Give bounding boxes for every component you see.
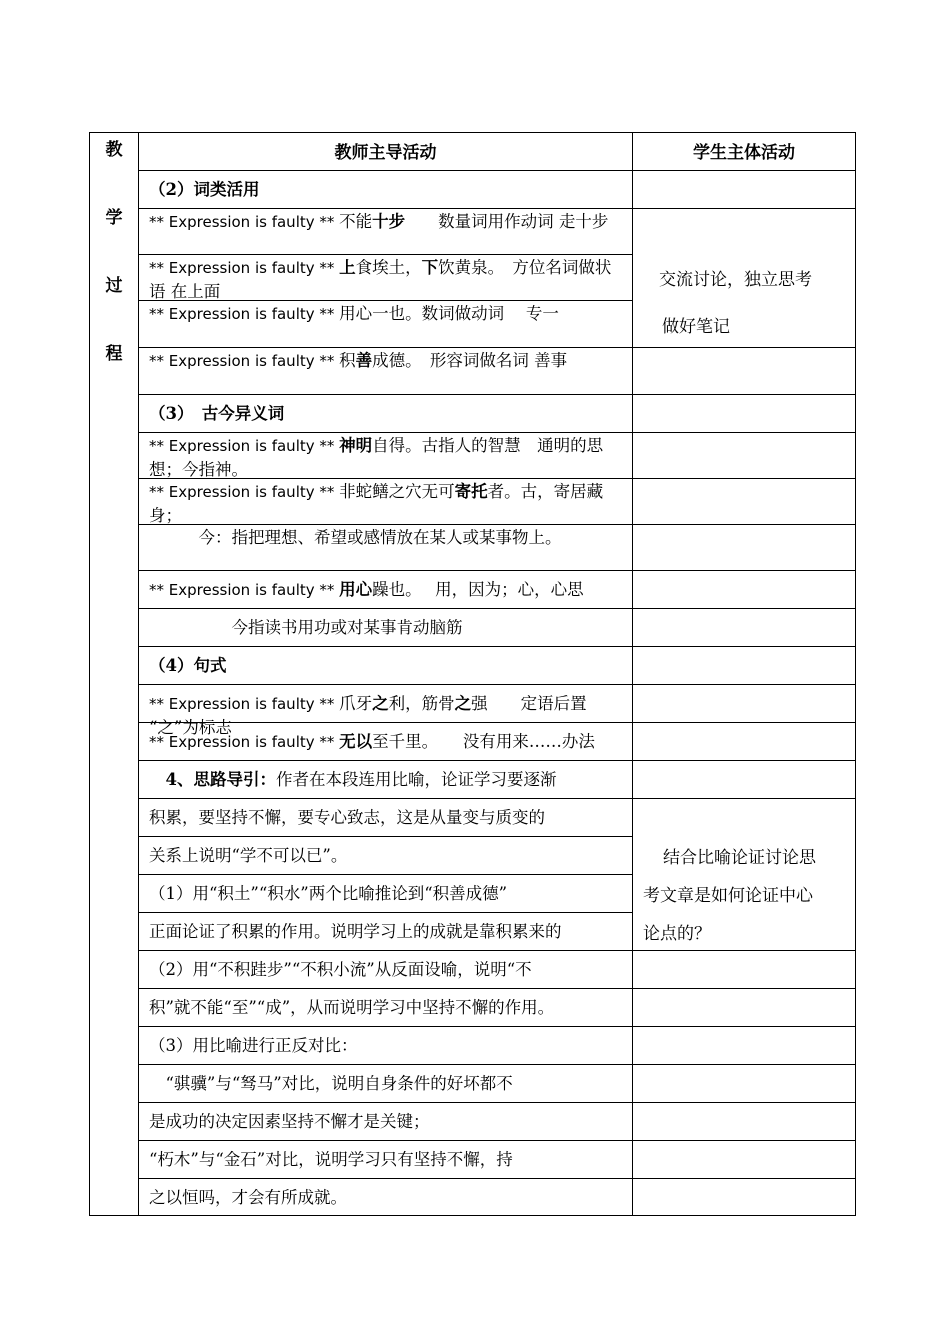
- side-label-char: 学: [105, 208, 123, 228]
- row-text: 正面论证了积累的作用。说明学习上的成就是靠积累来的: [149, 922, 562, 941]
- row-text: ** Expression is faulty ** 无以至千里。 没有用来……办法: [149, 732, 595, 751]
- row-text: （3） 古今异义词: [149, 404, 285, 423]
- row-text: ** Expression is faulty ** 爪牙之利，筋骨之强 定语后置 “之”为标志: [149, 694, 587, 737]
- row-text: ** Expression is faulty ** 积善成德。 形容词做名词 善事: [149, 351, 568, 370]
- student-cell: [633, 799, 855, 837]
- student-activity-column: [633, 133, 855, 1215]
- content-row: [139, 171, 632, 209]
- row-text: （4）句式: [149, 656, 227, 675]
- student-cell: [633, 1103, 855, 1141]
- content-row: [139, 1103, 632, 1141]
- student-note: 交流讨论，独立思考: [659, 270, 812, 290]
- student-note: 考文章是如何论证中心: [643, 886, 813, 906]
- content-row: [139, 875, 632, 913]
- content-row: [139, 1141, 632, 1179]
- content-row: [139, 348, 632, 395]
- side-label-char: 教: [105, 140, 123, 160]
- student-cell: [633, 951, 855, 989]
- content-row: [139, 989, 632, 1027]
- content-row: [139, 1027, 632, 1065]
- row-text: 积”就不能“至”“成”，从而说明学习中坚持不懈的作用。: [149, 998, 555, 1017]
- student-header: 学生主体活动: [693, 143, 795, 163]
- student-cell: [633, 647, 855, 685]
- row-text: ** Expression is faulty ** 不能十步 数量词用作动词 走十步: [149, 212, 609, 231]
- student-header-cell: [633, 133, 855, 171]
- student-cell: [633, 761, 855, 799]
- content-row: [139, 913, 632, 951]
- student-cell: [633, 348, 855, 395]
- student-note: 结合比喻论证讨论思: [663, 848, 816, 868]
- content-row: [139, 1179, 632, 1216]
- content-row: [139, 433, 632, 479]
- row-text: ** Expression is faulty ** 用心躁也。 用，因为；心，心思: [149, 580, 584, 599]
- student-cell: [633, 395, 855, 433]
- content-row: [139, 255, 632, 301]
- row-text: ** Expression is faulty ** 上食埃土，下饮黄泉。 方位名词做状语 在上面: [149, 258, 612, 301]
- content-row: [139, 799, 632, 837]
- student-cell: [633, 989, 855, 1027]
- student-note: 论点的？: [643, 924, 711, 944]
- row-text: ** Expression is faulty ** 用心一也。数词做动词 专一: [149, 304, 559, 323]
- student-cell: [633, 525, 855, 571]
- row-text: 今指读书用功或对某事肯动脑筋: [149, 618, 463, 637]
- row-text: ** Expression is faulty ** 神明自得。古指人的智慧 通明的思想；今指神。: [149, 436, 604, 479]
- content-row: [139, 609, 632, 647]
- student-cell: [633, 1141, 855, 1179]
- row-text: “骐骥”与“驽马”对比，说明自身条件的好坏都不: [149, 1074, 513, 1093]
- content-row: [139, 761, 632, 799]
- row-text: （3）用比喻进行正反对比：: [149, 1036, 358, 1055]
- row-text: 积累，要坚持不懈，要专心致志，这是从量变与质变的: [149, 808, 545, 827]
- row-text: “朽木”与“金石”对比，说明学习只有坚持不懈，持: [149, 1150, 513, 1169]
- content-row: [139, 723, 632, 761]
- side-label-char: 程: [105, 344, 123, 364]
- row-text: 之以恒吗，才会有所成就。: [149, 1188, 347, 1207]
- content-row: [139, 571, 632, 609]
- teacher-activity-column: [139, 133, 633, 1215]
- content-row: [139, 209, 632, 255]
- student-cell: [633, 685, 855, 723]
- student-cell: [633, 1027, 855, 1065]
- content-row: [139, 301, 632, 348]
- student-note: 做好笔记: [662, 317, 730, 337]
- content-row: [139, 951, 632, 989]
- row-text: ** Expression is faulty ** 非蛇鳝之穴无可寄托者。古，寄居藏身；: [149, 482, 604, 525]
- student-cell: [633, 209, 855, 255]
- row-text: （1）用“积土”“积水”两个比喻推论到“积善成德”: [149, 884, 508, 903]
- content-row: [139, 395, 632, 433]
- teacher-header-cell: [139, 133, 632, 171]
- side-label-column: [90, 133, 139, 1215]
- row-text: 4、思路导引：作者在本段连用比喻，论证学习要逐渐: [149, 770, 557, 789]
- teacher-header: 教师主导活动: [334, 143, 437, 163]
- row-text: 今：指把理想、希望或感情放在某人或某事物上。: [149, 528, 562, 547]
- content-row: [139, 525, 632, 571]
- row-text: （2）词类活用: [149, 180, 260, 199]
- side-label-char: 过: [105, 276, 123, 296]
- student-cell: [633, 571, 855, 609]
- content-row: [139, 479, 632, 525]
- content-row: [139, 685, 632, 737]
- content-row: [139, 1065, 632, 1103]
- student-cell: [633, 171, 855, 209]
- student-cell: [633, 1065, 855, 1103]
- student-cell: [633, 609, 855, 647]
- student-cell: [633, 433, 855, 479]
- row-text: （2）用“不积跬步”“不积小流”从反面设喻，说明“不: [149, 960, 532, 979]
- student-cell: [633, 1179, 855, 1216]
- content-row: [139, 837, 632, 875]
- lesson-table: [89, 132, 856, 1216]
- row-text: 是成功的决定因素坚持不懈才是关键；: [149, 1112, 430, 1131]
- student-cell: [633, 723, 855, 761]
- student-cell: [633, 479, 855, 525]
- content-row: [139, 647, 632, 685]
- row-text: 关系上说明“学不可以已”。: [149, 846, 348, 865]
